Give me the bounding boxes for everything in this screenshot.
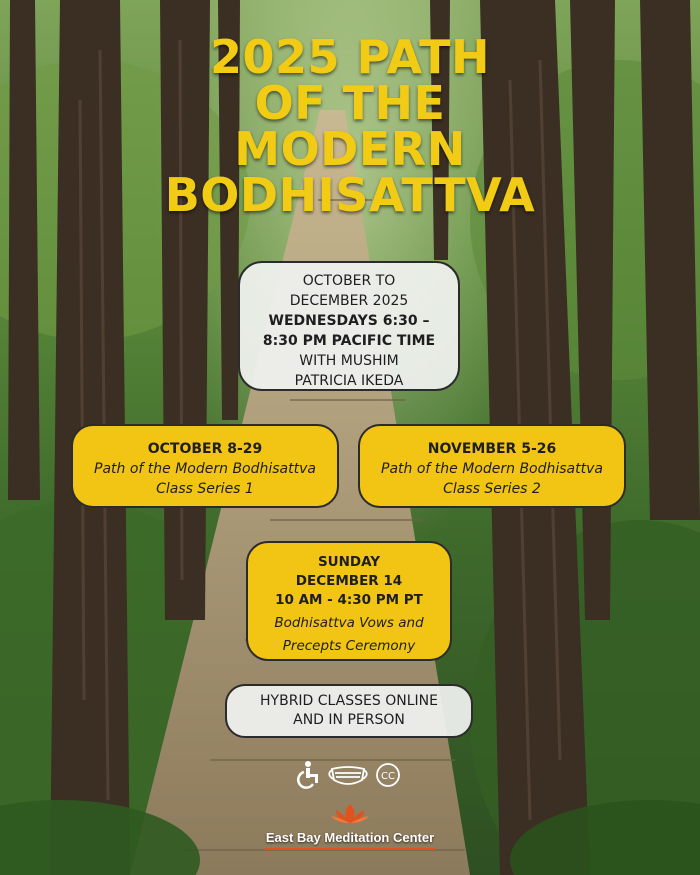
ceremony-date: DECEMBER 14 [295,573,403,589]
teacher-line: WITH MUSHIM [299,353,399,369]
hybrid-line: HYBRID CLASSES ONLINE [260,693,438,709]
series-2-subtitle: Class Series 2 [443,481,541,497]
schedule-line: DECEMBER 2025 [289,293,409,309]
series-1-subtitle: Class Series 1 [156,481,254,497]
accessibility-icons [296,760,404,790]
schedule-time: 8:30 PM PACIFIC TIME [262,333,436,349]
closed-caption-label: CC [381,771,395,782]
ceremony-subtitle: Precepts Ceremony [282,638,416,654]
title-line: MODERN [234,122,466,176]
series-1-title: Path of the Modern Bodhisattva [94,461,316,477]
title-line: 2025 PATH [210,30,490,84]
logo-underline [265,848,435,850]
title-line: BODHISATTVA [164,168,536,222]
schedule-box [238,261,460,391]
ceremony-time: 10 AM - 4:30 PM PT [275,592,423,608]
title-line: OF THE [254,76,446,130]
series-2-dates: NOVEMBER 5-26 [427,441,557,457]
lotus-icon [330,802,370,824]
organization-logo [250,802,450,850]
ceremony-title: Bodhisattva Vows and [274,615,424,631]
ceremony-box [246,541,452,661]
series-1-dates: OCTOBER 8-29 [147,441,263,457]
series-2-title: Path of the Modern Bodhisattva [381,461,603,477]
schedule-time: WEDNESDAYS 6:30 – [268,313,430,329]
schedule-line: OCTOBER TO [302,273,396,289]
closed-caption-icon [377,764,399,786]
organization-name: East Bay Meditation Center [265,830,435,845]
hybrid-line: AND IN PERSON [293,712,405,728]
page-title [0,30,700,222]
hybrid-box [225,684,473,738]
teacher-line: PATRICIA IKEDA [294,373,404,389]
mask-icon [329,767,367,784]
wheelchair-icon [298,761,318,788]
series-1-box [71,424,339,508]
ceremony-day: SUNDAY [317,554,381,570]
series-2-box [358,424,626,508]
